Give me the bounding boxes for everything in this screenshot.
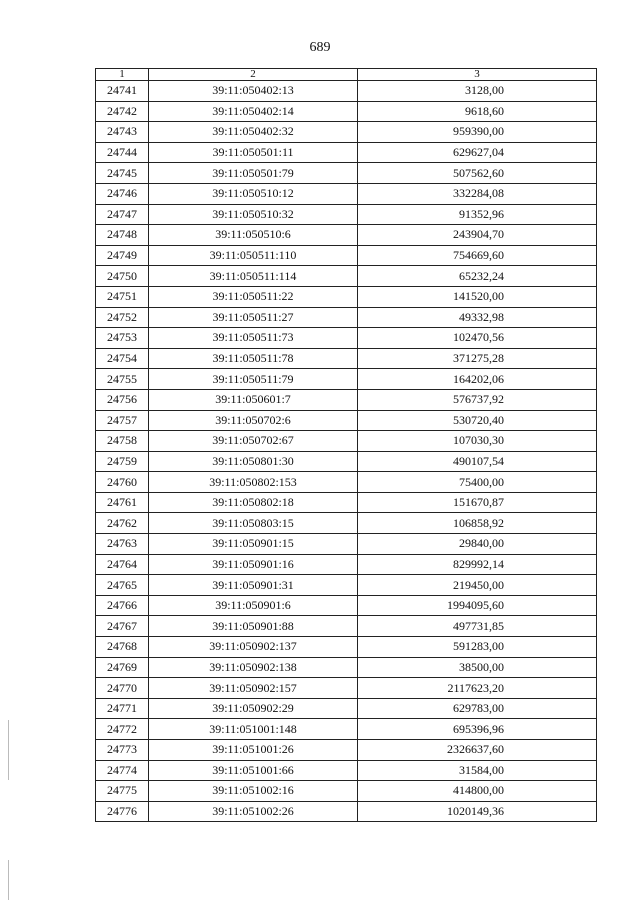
- row-number-cell: 24767: [96, 616, 149, 637]
- cadastral-value-cell: 497731,85: [358, 616, 597, 637]
- row-number-cell: 24744: [96, 142, 149, 163]
- cadastral-value-cell: 29840,00: [358, 534, 597, 555]
- row-number-cell: 24746: [96, 183, 149, 204]
- cadastral-value-cell: 332284,08: [358, 183, 597, 204]
- row-number-cell: 24771: [96, 698, 149, 719]
- row-number-cell: 24758: [96, 431, 149, 452]
- table-row: [96, 492, 597, 513]
- row-number-cell: 24754: [96, 348, 149, 369]
- cadastral-number-cell: 39:11:050402:14: [149, 101, 358, 122]
- cadastral-value-cell: 576737,92: [358, 389, 597, 410]
- cadastral-value-cell: 38500,00: [358, 657, 597, 678]
- row-number-cell: 24765: [96, 575, 149, 596]
- table-row: [96, 616, 597, 637]
- cadastral-number-cell: 39:11:051001:148: [149, 719, 358, 740]
- table-row: [96, 183, 597, 204]
- cadastral-number-cell: 39:11:050901:31: [149, 575, 358, 596]
- cadastral-number-cell: 39:11:050402:32: [149, 122, 358, 143]
- cadastral-number-cell: 39:11:050803:15: [149, 513, 358, 534]
- cadastral-number-cell: 39:11:050501:79: [149, 163, 358, 184]
- cadastral-number-cell: 39:11:050511:27: [149, 307, 358, 328]
- row-number-cell: 24766: [96, 595, 149, 616]
- cadastral-number-cell: 39:11:050902:29: [149, 698, 358, 719]
- row-number-cell: 24770: [96, 678, 149, 699]
- cadastral-number-cell: 39:11:050601:7: [149, 389, 358, 410]
- cadastral-number-cell: 39:11:050511:78: [149, 348, 358, 369]
- cadastral-value-cell: 141520,00: [358, 286, 597, 307]
- cadastral-number-cell: 39:11:050511:22: [149, 286, 358, 307]
- cadastral-value-table: [95, 68, 597, 822]
- table-row: [96, 678, 597, 699]
- cadastral-value-cell: 695396,96: [358, 719, 597, 740]
- cadastral-value-cell: 414800,00: [358, 781, 597, 802]
- cadastral-number-cell: 39:11:050901:88: [149, 616, 358, 637]
- table-row: [96, 101, 597, 122]
- table-row: [96, 266, 597, 287]
- row-number-cell: 24749: [96, 245, 149, 266]
- cadastral-value-cell: 107030,30: [358, 431, 597, 452]
- page-number: 689: [309, 40, 331, 55]
- row-number-cell: 24775: [96, 781, 149, 802]
- cadastral-number-cell: 39:11:050902:157: [149, 678, 358, 699]
- scan-margin-mark: [8, 860, 9, 900]
- cadastral-number-cell: 39:11:050802:18: [149, 492, 358, 513]
- table-row: [96, 554, 597, 575]
- table-row: [96, 719, 597, 740]
- cadastral-value-cell: 1020149,36: [358, 801, 597, 822]
- cadastral-number-cell: 39:11:050510:12: [149, 183, 358, 204]
- cadastral-number-cell: 39:11:050402:13: [149, 81, 358, 102]
- row-number-cell: 24756: [96, 389, 149, 410]
- row-number-cell: 24753: [96, 328, 149, 349]
- cadastral-number-cell: 39:11:050901:15: [149, 534, 358, 555]
- cadastral-value-cell: 65232,24: [358, 266, 597, 287]
- cadastral-value-cell: 2117623,20: [358, 678, 597, 699]
- cadastral-value-cell: 829992,14: [358, 554, 597, 575]
- row-number-cell: 24761: [96, 492, 149, 513]
- cadastral-number-cell: 39:11:051001:26: [149, 740, 358, 761]
- table-row: [96, 122, 597, 143]
- cadastral-value-cell: 151670,87: [358, 492, 597, 513]
- table-row: [96, 740, 597, 761]
- cadastral-value-cell: 2326637,60: [358, 740, 597, 761]
- cadastral-value-cell: 507562,60: [358, 163, 597, 184]
- table-row: [96, 307, 597, 328]
- table-row: [96, 328, 597, 349]
- table-row: [96, 225, 597, 246]
- cadastral-number-cell: 39:11:051001:66: [149, 760, 358, 781]
- cadastral-value-cell: 164202,06: [358, 369, 597, 390]
- cadastral-number-cell: 39:11:050702:67: [149, 431, 358, 452]
- column-header: 3: [358, 69, 597, 81]
- cadastral-value-cell: 629783,00: [358, 698, 597, 719]
- row-number-cell: 24774: [96, 760, 149, 781]
- row-number-cell: 24776: [96, 801, 149, 822]
- table-row: [96, 389, 597, 410]
- cadastral-value-cell: 31584,00: [358, 760, 597, 781]
- cadastral-number-cell: 39:11:050510:6: [149, 225, 358, 246]
- cadastral-value-cell: 9618,60: [358, 101, 597, 122]
- table-row: [96, 534, 597, 555]
- cadastral-value-cell: 219450,00: [358, 575, 597, 596]
- cadastral-number-cell: 39:11:050501:11: [149, 142, 358, 163]
- row-number-cell: 24769: [96, 657, 149, 678]
- cadastral-value-cell: 106858,92: [358, 513, 597, 534]
- row-number-cell: 24752: [96, 307, 149, 328]
- cadastral-number-cell: 39:11:050511:79: [149, 369, 358, 390]
- row-number-cell: 24755: [96, 369, 149, 390]
- cadastral-value-cell: 49332,98: [358, 307, 597, 328]
- table-row: [96, 410, 597, 431]
- cadastral-value-cell: 530720,40: [358, 410, 597, 431]
- cadastral-number-cell: 39:11:051002:16: [149, 781, 358, 802]
- table-row: [96, 369, 597, 390]
- row-number-cell: 24764: [96, 554, 149, 575]
- row-number-cell: 24745: [96, 163, 149, 184]
- cadastral-value-cell: 371275,28: [358, 348, 597, 369]
- column-header: 1: [96, 69, 149, 81]
- row-number-cell: 24763: [96, 534, 149, 555]
- table-row: [96, 81, 597, 102]
- table-row: [96, 760, 597, 781]
- table-row: [96, 781, 597, 802]
- cadastral-number-cell: 39:11:050802:153: [149, 472, 358, 493]
- cadastral-value-cell: 591283,00: [358, 637, 597, 658]
- cadastral-value-cell: 959390,00: [358, 122, 597, 143]
- cadastral-number-cell: 39:11:050902:137: [149, 637, 358, 658]
- cadastral-value-cell: 243904,70: [358, 225, 597, 246]
- cadastral-number-cell: 39:11:050801:30: [149, 451, 358, 472]
- row-number-cell: 24748: [96, 225, 149, 246]
- row-number-cell: 24750: [96, 266, 149, 287]
- cadastral-value-cell: 1994095,60: [358, 595, 597, 616]
- table-row: [96, 595, 597, 616]
- cadastral-value-cell: 91352,96: [358, 204, 597, 225]
- cadastral-number-cell: 39:11:050511:73: [149, 328, 358, 349]
- table-row: [96, 142, 597, 163]
- cadastral-value-cell: 3128,00: [358, 81, 597, 102]
- row-number-cell: 24757: [96, 410, 149, 431]
- table-row: [96, 513, 597, 534]
- table-row: [96, 245, 597, 266]
- cadastral-value-cell: 490107,54: [358, 451, 597, 472]
- cadastral-value-cell: 75400,00: [358, 472, 597, 493]
- cadastral-value-cell: 754669,60: [358, 245, 597, 266]
- row-number-cell: 24768: [96, 637, 149, 658]
- row-number-cell: 24751: [96, 286, 149, 307]
- row-number-cell: 24743: [96, 122, 149, 143]
- cadastral-number-cell: 39:11:050901:6: [149, 595, 358, 616]
- table-header-row: [96, 69, 597, 81]
- row-number-cell: 24747: [96, 204, 149, 225]
- cadastral-value-cell: 629627,04: [358, 142, 597, 163]
- table-row: [96, 431, 597, 452]
- row-number-cell: 24773: [96, 740, 149, 761]
- cadastral-number-cell: 39:11:050511:110: [149, 245, 358, 266]
- cadastral-number-cell: 39:11:051002:26: [149, 801, 358, 822]
- cadastral-number-cell: 39:11:050511:114: [149, 266, 358, 287]
- table-row: [96, 575, 597, 596]
- table-row: [96, 163, 597, 184]
- row-number-cell: 24760: [96, 472, 149, 493]
- table-row: [96, 348, 597, 369]
- table-row: [96, 204, 597, 225]
- cadastral-value-cell: 102470,56: [358, 328, 597, 349]
- row-number-cell: 24759: [96, 451, 149, 472]
- table-body: [96, 81, 597, 822]
- row-number-cell: 24741: [96, 81, 149, 102]
- row-number-cell: 24742: [96, 101, 149, 122]
- cadastral-number-cell: 39:11:050702:6: [149, 410, 358, 431]
- cadastral-number-cell: 39:11:050902:138: [149, 657, 358, 678]
- row-number-cell: 24772: [96, 719, 149, 740]
- table-row: [96, 698, 597, 719]
- cadastral-number-cell: 39:11:050901:16: [149, 554, 358, 575]
- column-header: 2: [149, 69, 358, 81]
- table-row: [96, 637, 597, 658]
- table-row: [96, 286, 597, 307]
- table-row: [96, 472, 597, 493]
- table-row: [96, 451, 597, 472]
- scan-margin-mark: [8, 720, 9, 780]
- table-row: [96, 801, 597, 822]
- cadastral-number-cell: 39:11:050510:32: [149, 204, 358, 225]
- table-row: [96, 657, 597, 678]
- row-number-cell: 24762: [96, 513, 149, 534]
